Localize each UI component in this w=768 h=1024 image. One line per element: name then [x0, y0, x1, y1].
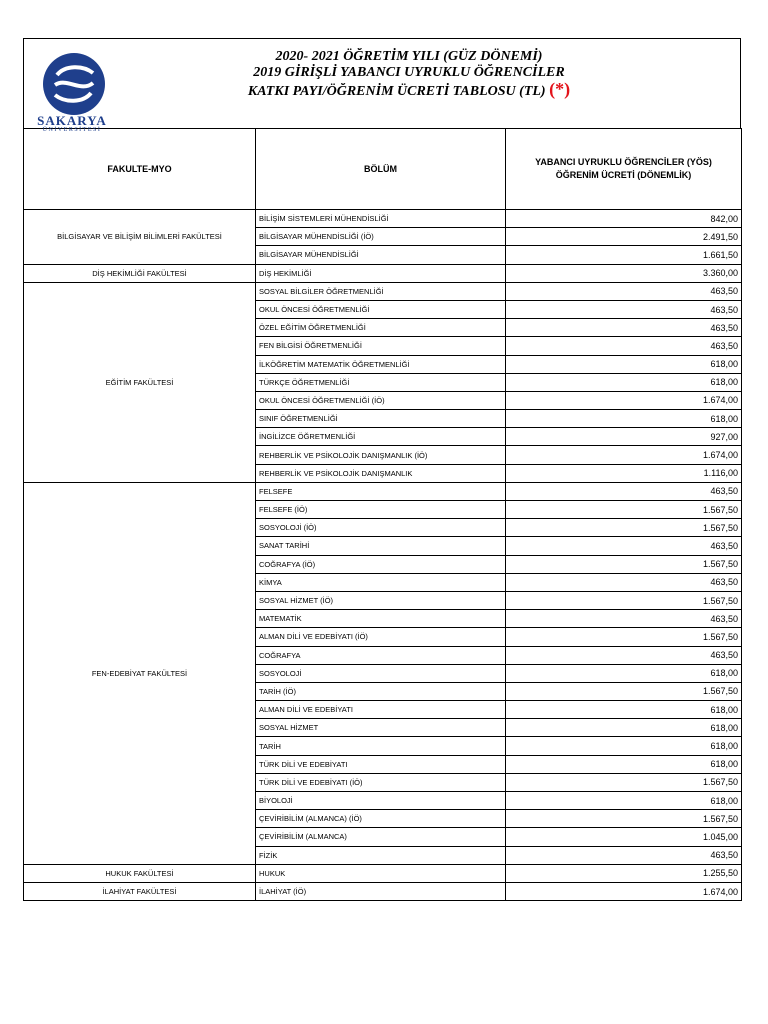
fee-cell: 927,00 — [506, 428, 742, 446]
department-cell: SINIF ÖĞRETMENLİĞİ — [256, 410, 506, 428]
fee-table-body — [24, 210, 742, 901]
title-line-3-text: KATKI PAYI/ÖĞRENİM ÜCRETİ TABLOSU (TL) — [247, 84, 546, 99]
column-header-fee-line1: YABANCI UYRUKLU ÖĞRENCİLER (YÖS) — [535, 157, 712, 167]
fee-cell: 1.116,00 — [506, 464, 742, 482]
document-header — [23, 38, 741, 133]
table-row — [24, 882, 742, 900]
department-cell: REHBERLİK VE PSİKOLOJİK DANIŞMANLIK (İÖ) — [256, 446, 506, 464]
column-header-faculty: FAKULTE-MYO — [24, 129, 256, 210]
fee-cell: 463,50 — [506, 537, 742, 555]
department-cell: ÇEVİRİBİLİM (ALMANCA) — [256, 828, 506, 846]
department-cell: FEN BİLGİSİ ÖĞRETMENLİĞİ — [256, 337, 506, 355]
department-cell: OKUL ÖNCESİ ÖĞRETMENLİĞİ — [256, 300, 506, 318]
department-cell: ALMAN DİLİ VE EDEBİYATI (İÖ) — [256, 628, 506, 646]
faculty-cell: BİLGİSAYAR VE BİLİŞİM BİLİMLERİ FAKÜLTESİ — [24, 210, 256, 265]
department-cell: İNGİLİZCE ÖĞRETMENLİĞİ — [256, 428, 506, 446]
fee-cell: 1.567,50 — [506, 591, 742, 609]
table-header-row — [24, 129, 742, 210]
fee-cell: 618,00 — [506, 701, 742, 719]
fee-cell: 1.567,50 — [506, 773, 742, 791]
column-header-fee — [506, 129, 742, 210]
faculty-cell: DİŞ HEKİMLİĞİ FAKÜLTESİ — [24, 264, 256, 282]
title-line-1: 2020- 2021 ÖĞRETİM YILI (GÜZ DÖNEMİ) — [275, 49, 543, 64]
department-cell: BİLGİSAYAR MÜHENDİSLİĞİ (İÖ) — [256, 228, 506, 246]
fee-cell: 618,00 — [506, 755, 742, 773]
department-cell: ÖZEL EĞİTİM ÖĞRETMENLİĞİ — [256, 319, 506, 337]
department-cell: SOSYOLOJİ (İÖ) — [256, 519, 506, 537]
table-row — [24, 210, 742, 228]
fee-cell: 1.661,50 — [506, 246, 742, 264]
fee-cell: 1.567,50 — [506, 810, 742, 828]
column-header-fee-line2: ÖĞRENİM ÜCRETİ (DÖNEMLİK) — [555, 170, 692, 180]
department-cell: FELSEFE — [256, 482, 506, 500]
table-row — [24, 282, 742, 300]
table-row — [24, 864, 742, 882]
fee-cell: 618,00 — [506, 355, 742, 373]
faculty-cell: İLAHİYAT FAKÜLTESİ — [24, 882, 256, 900]
fee-cell: 463,50 — [506, 319, 742, 337]
department-cell: MATEMATİK — [256, 610, 506, 628]
department-cell: OKUL ÖNCESİ ÖĞRETMENLİĞİ (İÖ) — [256, 391, 506, 409]
fee-cell: 618,00 — [506, 719, 742, 737]
department-cell: SOSYOLOJİ — [256, 664, 506, 682]
fee-cell: 842,00 — [506, 210, 742, 228]
department-cell: TÜRKÇE ÖĞRETMENLİĞİ — [256, 373, 506, 391]
faculty-cell: EĞİTİM FAKÜLTESİ — [24, 282, 256, 482]
department-cell: FELSEFE (İÖ) — [256, 501, 506, 519]
logo-emblem-icon — [43, 53, 105, 115]
university-logo — [32, 47, 144, 133]
department-cell: İLAHİYAT (İÖ) — [256, 882, 506, 900]
fee-cell: 463,50 — [506, 282, 742, 300]
department-cell: BİYOLOJİ — [256, 792, 506, 810]
fee-cell: 1.255,50 — [506, 864, 742, 882]
faculty-cell: FEN-EDEBİYAT FAKÜLTESİ — [24, 482, 256, 864]
department-cell: BİLGİSAYAR MÜHENDİSLİĞİ — [256, 246, 506, 264]
department-cell: COĞRAFYA (İÖ) — [256, 555, 506, 573]
department-cell: DİŞ HEKİMLİĞİ — [256, 264, 506, 282]
department-cell: TÜRK DİLİ VE EDEBİYATI — [256, 755, 506, 773]
department-cell: İLKÖĞRETİM MATEMATİK ÖĞRETMENLİĞİ — [256, 355, 506, 373]
department-cell: REHBERLİK VE PSİKOLOJİK DANIŞMANLIK — [256, 464, 506, 482]
department-cell: KİMYA — [256, 573, 506, 591]
fee-cell: 618,00 — [506, 664, 742, 682]
fee-cell: 463,50 — [506, 482, 742, 500]
department-cell: FİZİK — [256, 846, 506, 864]
department-cell: SOSYAL HİZMET — [256, 719, 506, 737]
fee-cell: 618,00 — [506, 737, 742, 755]
fee-cell: 463,50 — [506, 646, 742, 664]
table-row — [24, 264, 742, 282]
faculty-cell: HUKUK FAKÜLTESİ — [24, 864, 256, 882]
department-cell: TÜRK DİLİ VE EDEBİYATI (İÖ) — [256, 773, 506, 791]
fee-cell: 618,00 — [506, 410, 742, 428]
fee-cell: 463,50 — [506, 846, 742, 864]
fee-cell: 2.491,50 — [506, 228, 742, 246]
department-cell: SANAT TARİHİ — [256, 537, 506, 555]
department-cell: SOSYAL HİZMET (İÖ) — [256, 591, 506, 609]
department-cell: ÇEVİRİBİLİM (ALMANCA) (İÖ) — [256, 810, 506, 828]
fee-cell: 463,50 — [506, 337, 742, 355]
title-line-2: 2019 GİRİŞLİ YABANCI UYRUKLU ÖĞRENCİLER — [253, 65, 565, 80]
fee-cell: 1.674,00 — [506, 446, 742, 464]
table-row — [24, 482, 742, 500]
department-cell: COĞRAFYA — [256, 646, 506, 664]
department-cell: BİLİŞİM SİSTEMLERİ MÜHENDİSLİĞİ — [256, 210, 506, 228]
fee-cell: 1.674,00 — [506, 882, 742, 900]
fee-cell: 463,50 — [506, 300, 742, 318]
logo-subtitle: ÜNİVERSİTESİ — [42, 127, 102, 133]
fee-cell: 1.045,00 — [506, 828, 742, 846]
fee-cell: 463,50 — [506, 573, 742, 591]
fee-cell: 3.360,00 — [506, 264, 742, 282]
fee-cell: 1.567,50 — [506, 501, 742, 519]
department-cell: TARİH (İÖ) — [256, 682, 506, 700]
fee-cell: 1.567,50 — [506, 628, 742, 646]
department-cell: HUKUK — [256, 864, 506, 882]
department-cell: ALMAN DİLİ VE EDEBİYATI — [256, 701, 506, 719]
fee-cell: 618,00 — [506, 792, 742, 810]
fee-cell: 618,00 — [506, 373, 742, 391]
fee-cell: 1.567,50 — [506, 682, 742, 700]
column-header-department: BÖLÜM — [256, 129, 506, 210]
department-cell: SOSYAL BİLGİLER ÖĞRETMENLİĞİ — [256, 282, 506, 300]
fee-cell: 1.674,00 — [506, 391, 742, 409]
department-cell: TARİH — [256, 737, 506, 755]
fee-table — [23, 128, 742, 901]
document-title — [154, 49, 664, 100]
fee-document — [23, 38, 741, 901]
fee-cell: 463,50 — [506, 610, 742, 628]
fee-cell: 1.567,50 — [506, 519, 742, 537]
logo-name: SAKARYA — [37, 113, 107, 128]
fee-cell: 1.567,50 — [506, 555, 742, 573]
title-footnote-mark: (*) — [549, 79, 571, 99]
title-line-3 — [154, 81, 664, 100]
